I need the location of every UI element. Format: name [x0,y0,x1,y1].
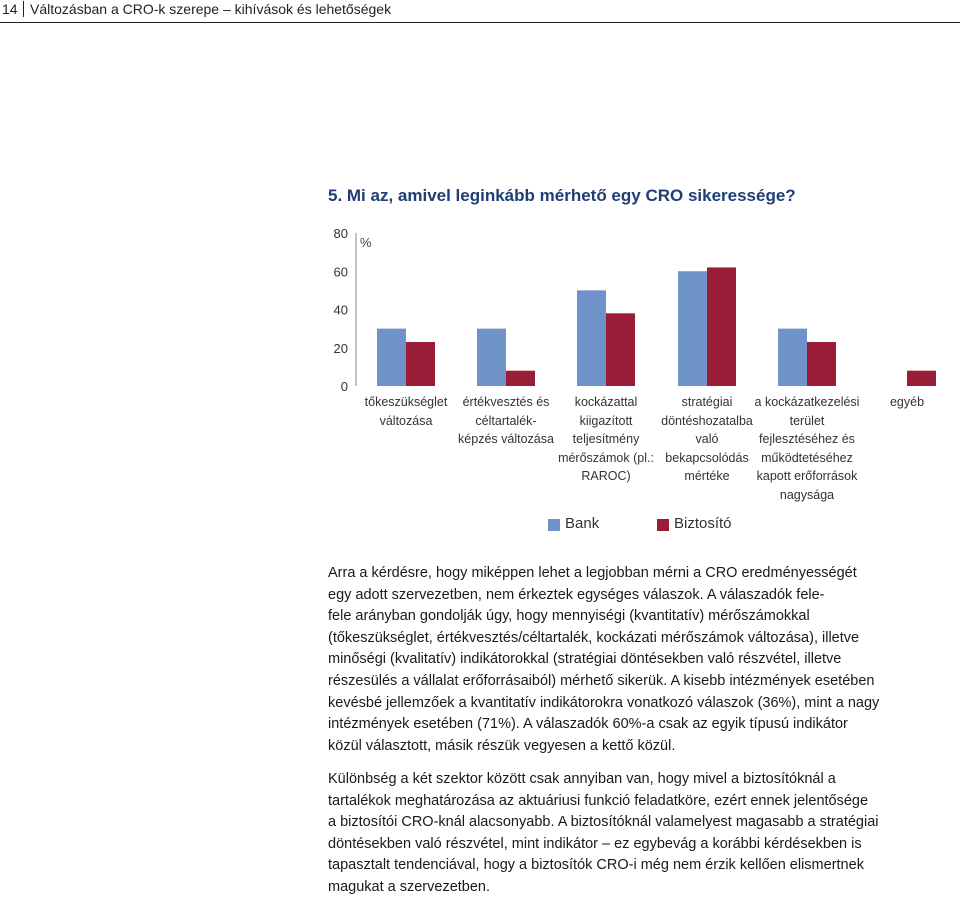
y-tick-label: 20 [333,340,348,356]
bar-bank [377,329,406,386]
category-label: tőkeszükséglet változása [364,395,448,428]
category-label: stratégiai döntéshozatalba való bekapcsolódás mértéke [661,395,753,483]
bar-bank [678,271,707,386]
category-label: a kockázatkezelési terület fejlesztéséhez és működtetéséhez kapott erőforrások nagysága [754,395,860,502]
bar-biztosító [707,267,736,386]
category-label: kockázattal kiigazított teljesítmény mérőszámok (pl.: RAROC) [558,395,654,483]
y-tick-label: 80 [333,226,348,241]
bar-biztosító [907,371,936,386]
legend-label: Biztosító [674,515,732,532]
bar-biztosító [606,313,635,386]
legend-swatch [548,519,560,531]
bar-biztosító [506,371,535,386]
y-tick-label: 40 [333,302,348,318]
bar-biztosító [406,342,435,386]
bar-bank [477,329,506,386]
category-label: egyéb [889,395,925,409]
category-label: értékvesztés és céltartalék- képzés változása [458,395,554,446]
bar-biztosító [807,342,836,386]
bar-bank [778,329,807,386]
section-title: 5. Mi az, amivel leginkább mérhető egy CRO sikeressége? [328,186,796,205]
running-header [0,0,960,22]
running-title: Változásban a CRO-k szerepe – kihívások és lehetőségek [30,1,392,17]
legend-swatch [657,519,669,531]
header-separator [23,1,24,17]
body-paragraph-1 [328,563,960,757]
y-axis-unit: % [360,235,372,250]
bar-bank [577,290,606,386]
legend-label: Bank [565,515,600,532]
page-number: 14 [2,1,18,17]
paragraph-text: Különbség a két szektor között csak annyiban van, hogy mivel a biztosítóknál a tartalékok meghatározása az aktuáriusi funkció feladatköre, ezért ennek jelentősége a biztosítói CRO-knál alacsonyabb. A biztosítóknál valamelyest magasabb a stratégiai döntésekben való részvétel, mint indikátor – ez egybevág a korábbi kérdésekben is tapasztalt tendenciával, hogy a biztosítók CRO-i még nem érzik kellően elismertnek magukat a szervezetben. [328,771,879,895]
y-tick-label: 60 [333,264,348,280]
paragraph-text: Arra a kérdésre, hogy miképpen lehet a legjobban mérni a CRO eredményességét egy adott szervezetben, nem érkeztek egységes válaszok. A válaszadók fele- fele arányban gondolják úgy, hogy mennyiségi (kvantitatív) mérőszámokkal (tőkeszükséglet, értékvesztés/céltartalék, kockázati mérőszámok változása), illetve minőségi (kvalitatív) indikátorokkal (stratégiai döntésekben való részvétel, illetve részesülés a vállalat erőforrásaiból) mérhető sikerük. A kisebb intézmények esetében kevésbé jellemzőek a kvantitatív indikátorokra vonatkozó válaszok (36%), mint a nagy intézmények esetében (71%). A válaszadók 60%-a csak az egyik típusú indikátor közül választott, másik részük vegyesen a kettő közül. [328,565,880,754]
header-rule [0,22,960,23]
y-tick-label: 0 [340,379,348,394]
body-paragraph-2 [328,769,960,899]
